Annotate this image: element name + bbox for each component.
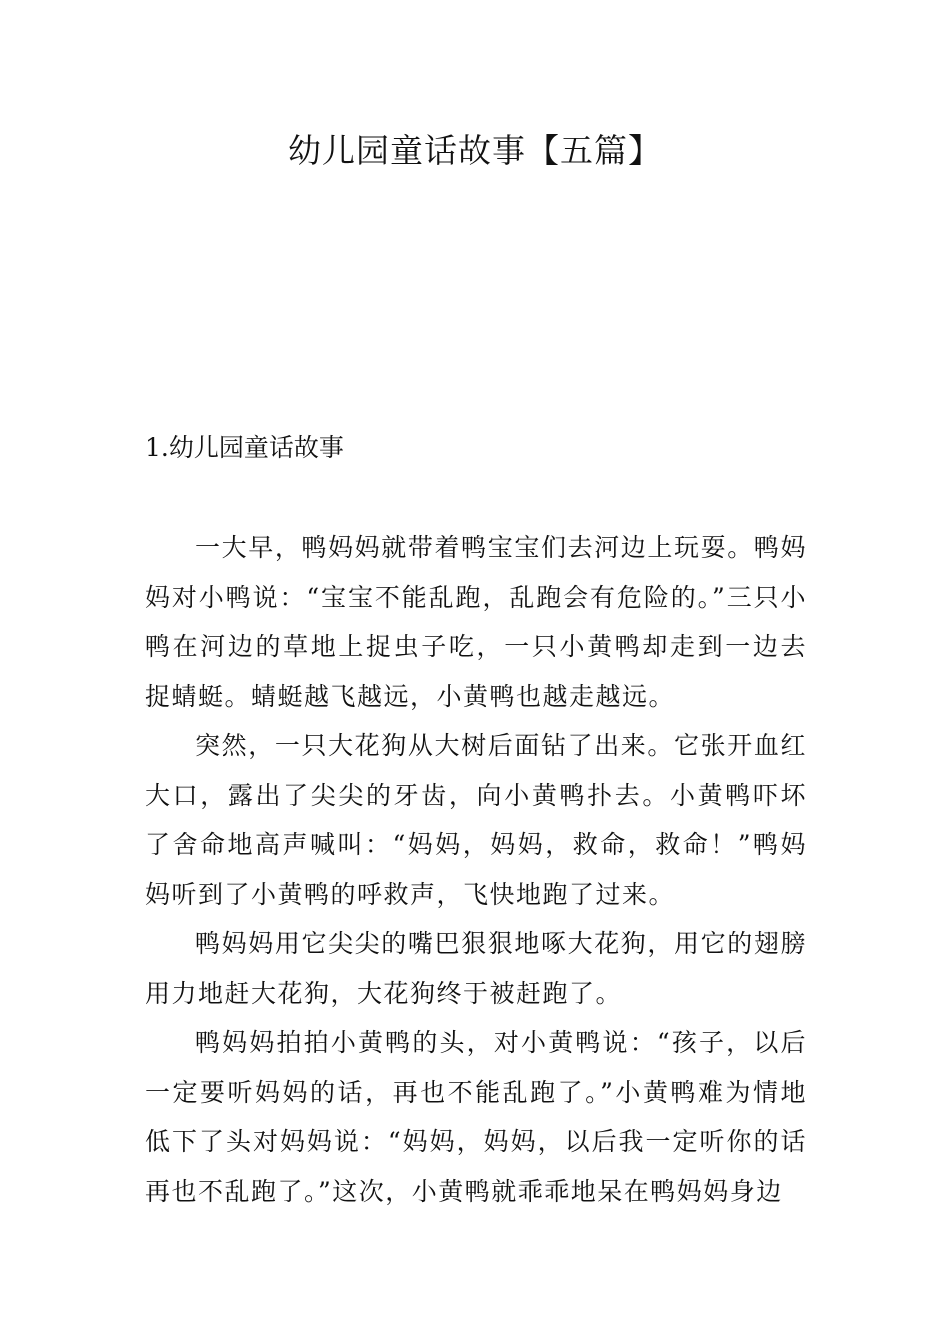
section-heading: 1.幼儿园童话故事 — [145, 433, 344, 462]
story-paragraph: 突然，一只大花狗从大树后面钻了出来。它张开血红大口，露出了尖尖的牙齿，向小黄鸭扑去。小黄鸭吓坏了舍命地高声喊叫：“妈妈，妈妈，救命，救命！”鸭妈妈听到了小黄鸭的呼救声，飞快地跑了过来。 — [145, 731, 807, 909]
story-body — [145, 523, 807, 1216]
document-title: 幼儿园童话故事【五篇】 — [288, 131, 662, 170]
story-paragraph: 鸭妈妈拍拍小黄鸭的头，对小黄鸭说：“孩子，以后一定要听妈妈的话，再也不能乱跑了。”小黄鸭难为情地低下了头对妈妈说：“妈妈，妈妈，以后我一定听你的话再也不乱跑了。”这次，小黄鸭就乖乖地呆在鸭妈妈身边 — [145, 1028, 807, 1206]
story-paragraph: 鸭妈妈用它尖尖的嘴巴狠狠地啄大花狗，用它的翅膀用力地赶大花狗，大花狗终于被赶跑了。 — [145, 929, 807, 1008]
story-paragraph: 一大早，鸭妈妈就带着鸭宝宝们去河边上玩耍。鸭妈妈对小鸭说：“宝宝不能乱跑，乱跑会有危险的。”三只小鸭在河边的草地上捉虫子吃，一只小黄鸭却走到一边去捉蜻蜓。蜻蜓越飞越远，小黄鸭也越走越远。 — [145, 533, 807, 711]
